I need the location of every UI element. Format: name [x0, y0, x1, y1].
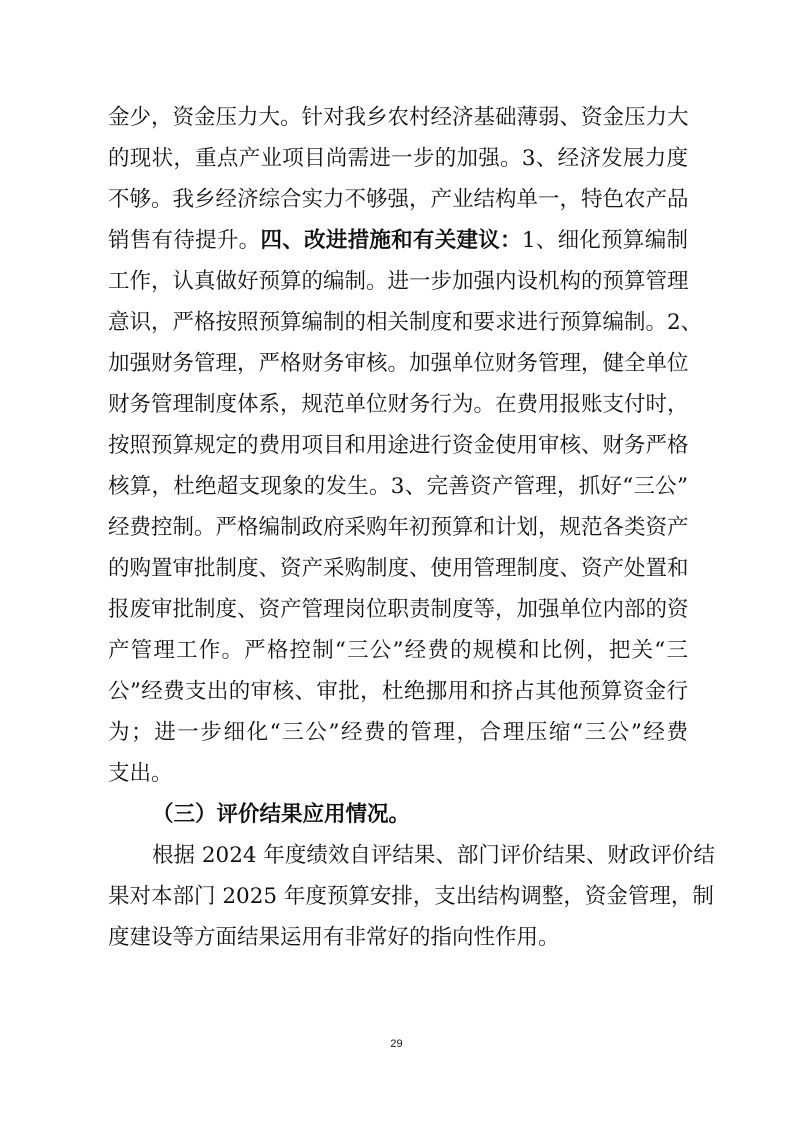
body-line-1: 金少，资金压力大。针对我乡农村经济基础薄弱、资金压力大 [108, 105, 689, 130]
body-line-8: 财务管理制度体系，规范单位财务行为。在费用报账支付时， [108, 392, 689, 417]
body-line-4-lead: 销售有待提升。 [108, 228, 261, 253]
section-para-line-1: 根据 2024 年度绩效自评结果、部门评价结果、财政评价结 [152, 843, 715, 868]
improvement-measures-heading: 四、改进措施和有关建议： [260, 228, 522, 253]
body-line-12: 的购置审批制度、资产采购制度、使用管理制度、资产处置和 [108, 556, 689, 581]
page-number: 29 [390, 1038, 403, 1050]
section-para-line-3: 度建设等方面结果运用有非常好的指向性作用。 [108, 925, 560, 950]
body-line-9: 按照预算规定的费用项目和用途进行资金使用审核、财务严格 [108, 433, 689, 458]
body-line-4-tail: 1、细化预算编制 [521, 228, 688, 253]
body-line-5: 工作，认真做好预算的编制。进一步加强内设机构的预算管理 [108, 269, 689, 294]
body-line-10: 核算，杜绝超支现象的发生。3、完善资产管理，抓好“三公” [108, 474, 688, 499]
body-line-11: 经费控制。严格编制政府采购年初预算和计划，规范各类资产 [108, 515, 689, 540]
body-line-13: 报废审批制度、资产管理岗位职责制度等，加强单位内部的资 [108, 597, 689, 622]
section-heading: （三）评价结果应用情况。 [152, 802, 411, 827]
section-para-line-2: 果对本部门 2025 年度预算安排，支出结构调整，资金管理，制 [108, 884, 714, 909]
body-line-14: 产管理工作。严格控制“三公”经费的规模和比例，把关“三 [108, 638, 688, 663]
body-line-3: 不够。我乡经济综合实力不够强，产业结构单一，特色农产品 [108, 187, 689, 212]
body-line-17: 支出。 [108, 761, 173, 786]
body-line-16: 为；进一步细化“三公”经费的管理，合理压缩“三公”经费 [108, 720, 688, 745]
body-line-2: 的现状，重点产业项目尚需进一步的加强。3、经济发展力度 [108, 146, 688, 171]
body-line-6: 意识，严格按照预算编制的相关制度和要求进行预算编制。2、 [108, 310, 703, 335]
body-line-7: 加强财务管理，严格财务审核。加强单位财务管理，健全单位 [108, 351, 689, 376]
body-line-15: 公”经费支出的审核、审批，杜绝挪用和挤占其他预算资金行 [108, 679, 688, 704]
body-line-4 [108, 223, 688, 259]
